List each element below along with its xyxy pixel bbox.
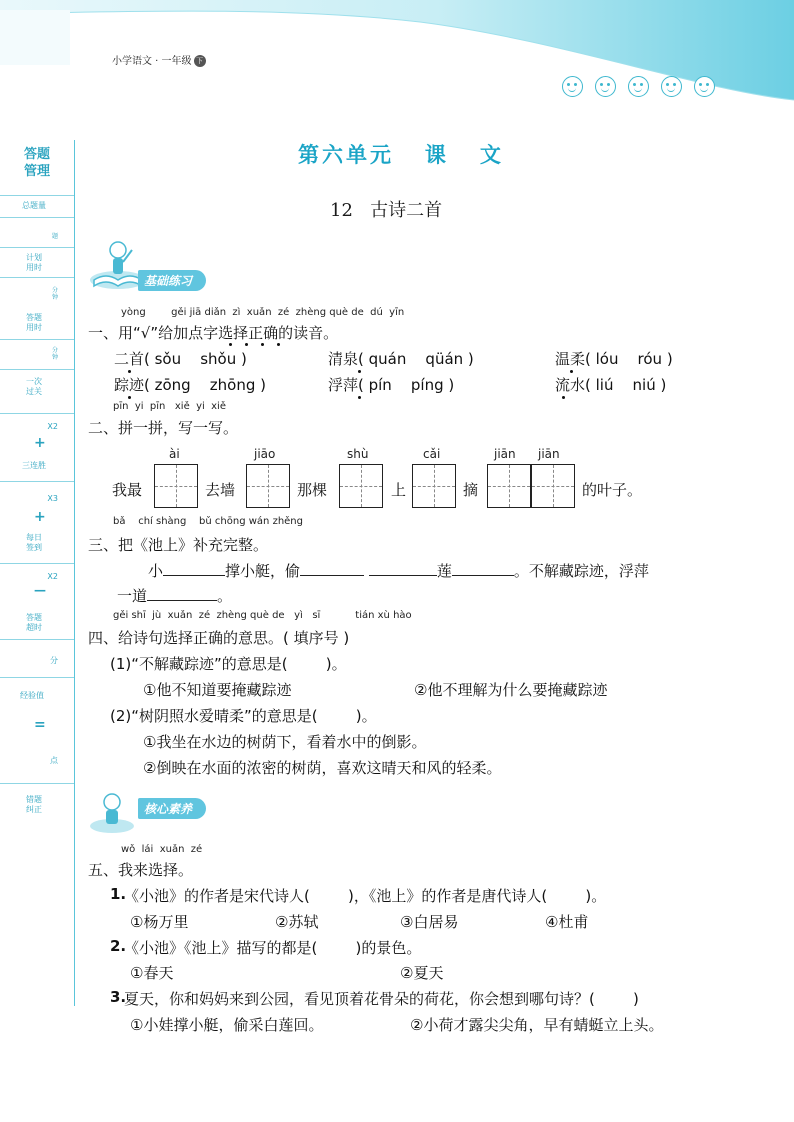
q2-word: 去墙 bbox=[205, 481, 236, 499]
q1-pinyin: yòng gěi jiā diǎn zì xuǎn zé zhèng què de dú yīn bbox=[121, 307, 405, 318]
score-cell[interactable] bbox=[0, 639, 74, 678]
section-title-basic: 基础练习 bbox=[138, 270, 206, 291]
multiplier-x2b: X2 bbox=[47, 572, 58, 581]
student-icon bbox=[88, 790, 136, 834]
section-title-core: 核心素养 bbox=[138, 798, 206, 819]
q1-item[interactable]: 温柔( lóu róu ) bbox=[555, 350, 673, 368]
answer-management-sidebar bbox=[0, 140, 75, 1006]
q3-text: 一道 bbox=[117, 587, 148, 605]
unit-title: 第六单元 课 文 bbox=[298, 143, 504, 167]
plan-unit: 分 钟 bbox=[51, 287, 58, 301]
q2-word: 那棵 bbox=[297, 481, 328, 499]
q3-text: 莲 bbox=[436, 562, 452, 580]
book-series-label bbox=[112, 52, 206, 77]
tianzige-box[interactable] bbox=[246, 464, 290, 508]
multiplier-x2: X2 bbox=[47, 422, 58, 431]
error-fix-cell bbox=[0, 783, 74, 823]
tianzige-box[interactable] bbox=[487, 464, 531, 508]
answer-blank[interactable] bbox=[147, 600, 217, 601]
q5-option[interactable]: ①杨万里 bbox=[130, 913, 189, 931]
q4-subquestion: (2)“树阴照水爱晴柔”的意思是( )。 bbox=[110, 707, 377, 725]
q5-option[interactable]: ③白居易 bbox=[400, 913, 459, 931]
q4-pinyin: gěi shī jù xuǎn zé zhèng què de yì sī tián xù hào bbox=[113, 610, 412, 621]
combo-cell bbox=[0, 413, 74, 482]
q5-item: 《小池》《池上》描写的都是( )的景色。 bbox=[124, 939, 422, 957]
section-banner-core bbox=[88, 790, 248, 834]
fix-label: 错题 纠正 bbox=[26, 795, 42, 814]
tianzige-box[interactable] bbox=[531, 464, 575, 508]
answer-label: 答题 用时 bbox=[26, 313, 42, 332]
q4-title: 四、给诗句选择正确的意思。( 填序号 ) bbox=[88, 629, 350, 647]
emphasis-dot bbox=[229, 343, 232, 346]
checkin-cell bbox=[0, 481, 74, 564]
q5-option[interactable]: ①小娃撑小艇，偷采白莲回。 bbox=[130, 1016, 324, 1034]
q1-item[interactable]: 流水( liú niú ) bbox=[555, 376, 667, 394]
answer-blank[interactable] bbox=[163, 575, 225, 576]
answer-blank[interactable] bbox=[300, 575, 364, 576]
once-label: 一次 过关 bbox=[26, 377, 42, 396]
overtime-cell bbox=[0, 563, 74, 640]
tianzige-box[interactable] bbox=[339, 464, 383, 508]
multiplier-x3: X3 bbox=[47, 494, 58, 503]
plan-label: 计划 用时 bbox=[26, 253, 42, 272]
q4-option[interactable]: ①我坐在水边的树荫下，看着水中的倒影。 bbox=[143, 733, 427, 751]
section-banner-basic bbox=[88, 236, 248, 296]
q5-number: 3. bbox=[110, 988, 127, 1006]
emphasis-dot bbox=[128, 370, 131, 373]
emphasis-dot bbox=[358, 370, 361, 373]
q5-option[interactable]: ②苏轼 bbox=[275, 913, 319, 931]
emphasis-dot bbox=[570, 370, 573, 373]
q2-word: 我最 bbox=[112, 481, 143, 499]
answer-blank[interactable] bbox=[369, 575, 437, 576]
emphasis-dot bbox=[562, 396, 565, 399]
series-text: 小学语文 · 一年级 bbox=[112, 56, 192, 67]
q5-option[interactable]: ②小荷才露尖尖角，早有蜻蜓立上头。 bbox=[410, 1016, 664, 1034]
q1-item[interactable]: 踪迹( zōng zhōng ) bbox=[114, 376, 266, 394]
total-count-cell[interactable] bbox=[0, 217, 74, 248]
q2-pinyin-label: cǎi bbox=[423, 447, 441, 461]
checkin-label: 每日 签到 bbox=[26, 533, 42, 552]
tianzige-box[interactable] bbox=[412, 464, 456, 508]
answer-blank[interactable] bbox=[452, 575, 514, 576]
q4-subquestion: (1)“不解藏踪迹”的意思是( )。 bbox=[110, 655, 347, 673]
smiley-icon bbox=[595, 76, 616, 97]
q5-option[interactable]: ②夏天 bbox=[400, 964, 444, 982]
sidebar-title-cell bbox=[0, 140, 74, 196]
q2-word: 的叶子。 bbox=[582, 481, 643, 499]
q5-option[interactable]: ①春天 bbox=[130, 964, 174, 982]
q3-line2 bbox=[117, 585, 232, 606]
q2-word: 摘 bbox=[463, 481, 479, 499]
total-questions-cell bbox=[0, 195, 74, 218]
sidebar-title: 答题 管理 bbox=[23, 147, 50, 179]
smiley-icon bbox=[628, 76, 649, 97]
lesson-title: 12 古诗二首 bbox=[330, 200, 443, 221]
answer-time-cell[interactable] bbox=[0, 339, 74, 370]
q5-pinyin: wǒ lái xuǎn zé bbox=[121, 844, 203, 855]
emphasis-dot bbox=[245, 343, 248, 346]
q3-title: 三、把《池上》补充完整。 bbox=[88, 536, 269, 554]
q4-option[interactable]: ①他不知道要掩藏踪迹 bbox=[143, 681, 292, 699]
emphasis-dot bbox=[277, 343, 280, 346]
plan-time-cell bbox=[0, 247, 74, 278]
overtime-label: 答题 超时 bbox=[26, 613, 42, 632]
q2-title: 二、拼一拼，写一写。 bbox=[88, 419, 239, 437]
q5-item: 《小池》的作者是宋代诗人( )，《池上》的作者是唐代诗人( )。 bbox=[124, 887, 607, 905]
score-unit: 分 bbox=[50, 656, 58, 665]
minus-icon: — bbox=[34, 583, 46, 597]
q3-text: 小 bbox=[148, 562, 164, 580]
q3-text: 。不解藏踪迹，浮萍 bbox=[513, 562, 649, 580]
q4-option[interactable]: ②他不理解为什么要掩藏踪迹 bbox=[414, 681, 608, 699]
total-unit: 题 bbox=[51, 233, 58, 240]
plus-icon: + bbox=[34, 435, 46, 451]
q1-item[interactable]: 二首( sǒu shǒu ) bbox=[114, 350, 247, 368]
smiley-icon bbox=[694, 76, 715, 97]
combo-label: 三连胜 bbox=[22, 461, 46, 470]
q1-item[interactable]: 浮萍( pín píng ) bbox=[328, 376, 455, 394]
once-pass-cell bbox=[0, 369, 74, 414]
q2-pinyin-label: shù bbox=[347, 447, 369, 461]
q4-option[interactable]: ②倒映在水面的浓密的树荫，喜欢这晴天和风的轻柔。 bbox=[143, 759, 502, 777]
q2-pinyin-label: jiāo bbox=[254, 447, 276, 461]
tianzige-box[interactable] bbox=[154, 464, 198, 508]
q3-line1 bbox=[148, 560, 649, 581]
q2-word: 上 bbox=[391, 481, 407, 499]
q1-title: 一、用“√”给加点字选择正确的读音。 bbox=[88, 324, 339, 342]
q3-text: 撑小艇，偷 bbox=[225, 562, 301, 580]
experience-cell bbox=[0, 677, 74, 784]
equals-icon: = bbox=[34, 717, 46, 733]
plan-time-input-cell[interactable] bbox=[0, 277, 74, 340]
emphasis-dot bbox=[358, 396, 361, 399]
plus-icon: + bbox=[34, 509, 46, 525]
answer-unit: 分 钟 bbox=[51, 347, 58, 361]
q2-pinyin-label: ài bbox=[169, 447, 180, 461]
q3-pinyin: bǎ chí shàng bǔ chōng wán zhěng bbox=[113, 516, 303, 527]
exp-label: 经验值 bbox=[20, 691, 44, 700]
q2-pinyin-label: jiān bbox=[494, 447, 516, 461]
q5-number: 1. bbox=[110, 885, 127, 903]
point-unit: 点 bbox=[50, 756, 58, 765]
q2-pinyin: pīn yi pīn xiě yi xiě bbox=[113, 401, 226, 412]
q5-number: 2. bbox=[110, 937, 127, 955]
q5-option[interactable]: ④杜甫 bbox=[545, 913, 589, 931]
q3-text: 。 bbox=[217, 587, 233, 605]
q2-pinyin-label: jiān bbox=[538, 447, 560, 461]
grade-badge: 下册 bbox=[194, 55, 206, 67]
smiley-icon bbox=[661, 76, 682, 97]
smiley-icon bbox=[562, 76, 583, 97]
emphasis-dot bbox=[261, 343, 264, 346]
q5-title: 五、我来选择。 bbox=[88, 861, 194, 879]
q5-item: 夏天，你和妈妈来到公园，看见顶着花骨朵的荷花，你会想到哪句诗？( ) bbox=[124, 990, 639, 1008]
q1-item[interactable]: 清泉( quán qüán ) bbox=[328, 350, 474, 368]
emphasis-dot bbox=[128, 396, 131, 399]
total-label: 总题量 bbox=[22, 201, 46, 210]
